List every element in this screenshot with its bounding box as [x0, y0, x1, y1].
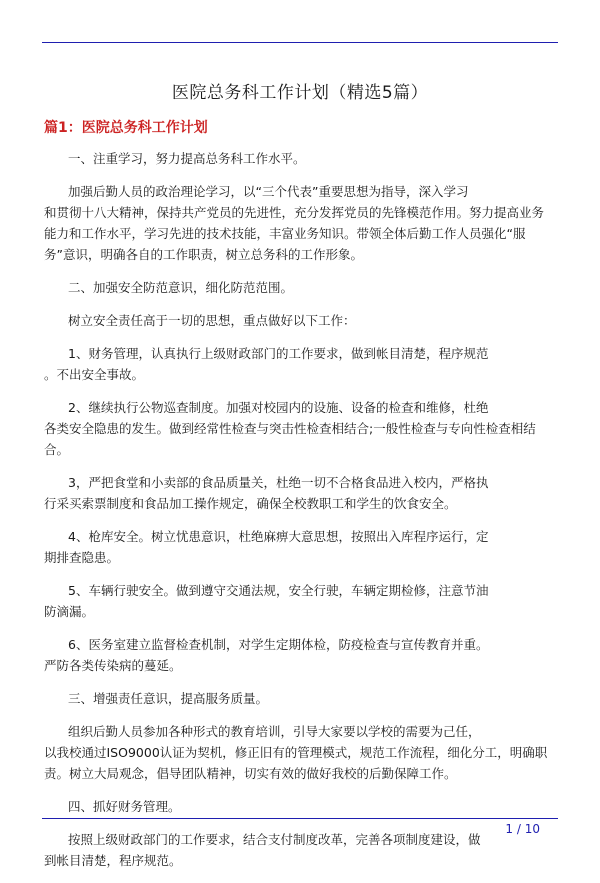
paragraph: 3，严把食堂和小卖部的食品质量关，杜绝一切不合格食品进入校内，严格执 行采买索票制度和食品加工操作规定，确保全校教职工和学生的饮食安全。	[44, 475, 489, 511]
document-body	[44, 148, 556, 883]
paragraph: 四、抓好财务管理。	[68, 799, 181, 814]
paragraph: 二、加强安全防范意识，细化防范范围。	[68, 280, 294, 295]
header-rule	[42, 42, 558, 43]
paragraph: 5、车辆行驶安全。做到遵守交通法规，安全行驶，车辆定期检修，注意节油 防滴漏。	[44, 583, 489, 619]
footer-rule	[42, 818, 558, 819]
paragraph: 1、财务管理，认真执行上级财政部门的工作要求，做到帐目清楚，程序规范 。不出安全事故。	[44, 346, 489, 382]
document-title: 医院总务科工作计划（精选5篇）	[171, 83, 429, 103]
paragraph: 6、医务室建立监督检查机制，对学生定期体检，防疫检查与宣传教育并重。 严防各类传染病的蔓延。	[44, 637, 489, 673]
paragraph: 三、增强责任意识，提高服务质量。	[68, 691, 269, 706]
paragraph: 一、注重学习，努力提高总务科工作水平。	[68, 151, 306, 166]
paragraph: 按照上级财政部门的工作要求，结合支付制度改革，完善各项制度建设，做 到帐目清楚，程序规范。	[44, 832, 481, 868]
paragraph: 组织后勤人员参加各种形式的教育培训，引导大家要以学校的需要为己任， 以我校通过ISO9000认证为契机，修正旧有的管理模式，规范工作流程，细化分工，明确职责。树立大局观念，倡导团队精神，切实有效的做好我校的后勤保障工作。	[44, 724, 548, 781]
paragraph: 2、继续执行公物巡查制度。加强对校园内的设施、设备的检查和维修，杜绝 各类安全隐患的发生。做到经常性检查与突击性检查相结合;一般性检查与专向性检查相结合。	[44, 400, 536, 457]
section-heading: 篇1：医院总务科工作计划	[44, 120, 208, 136]
paragraph: 4、枪库安全。树立忧患意识，杜绝麻痹大意思想，按照出入库程序运行，定 期排查隐患。	[44, 529, 489, 565]
paragraph: 加强后勤人员的政治理论学习，以“三个代表”重要思想为指导，深入学习 和贯彻十八大精神，保持共产党员的先进性，充分发挥党员的先锋模范作用。努力提高业务能力和工作水平，学习先进的技术技能，丰富业务知识。带领全体后勤工作人员强化“服务”意识，明确各自的工作职责，树立总务科的工作形象。	[44, 184, 545, 262]
page-number: 1 / 10	[505, 822, 540, 836]
paragraph: 树立安全责任高于一切的思想，重点做好以下工作：	[68, 313, 356, 328]
